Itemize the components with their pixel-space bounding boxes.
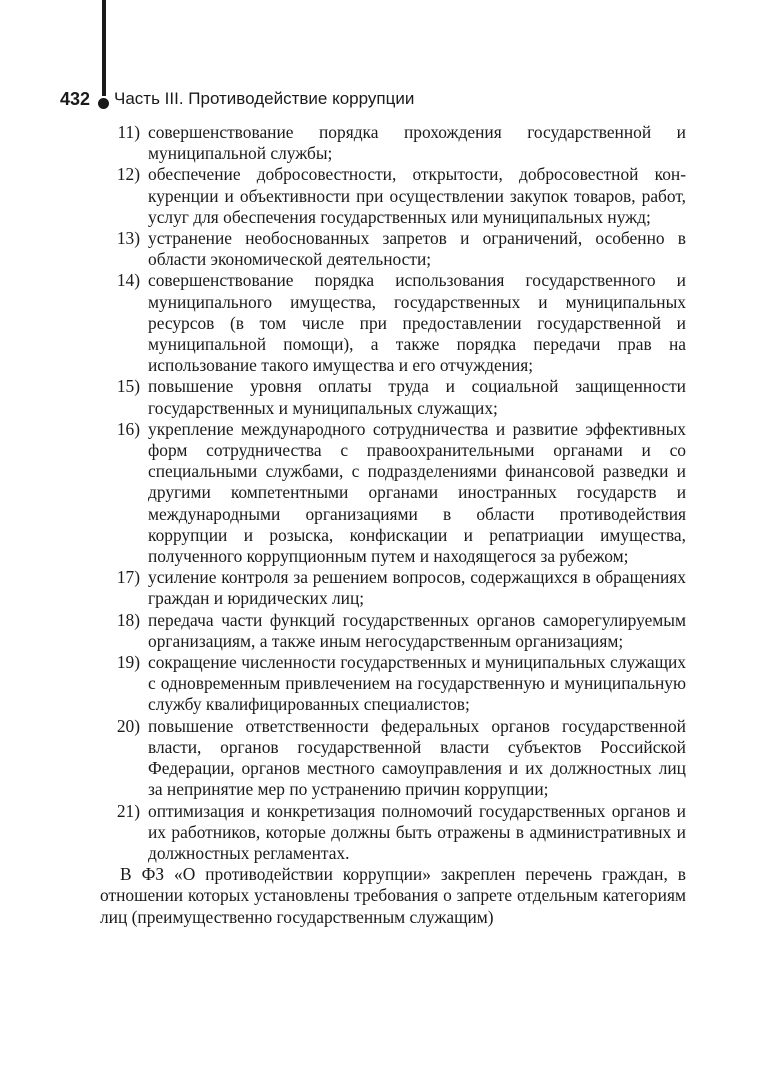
page-number: 432: [60, 89, 91, 109]
list-item-text: оптимизация и конкретизация полномочий государственных органов и их работников, которые должны быть отражены в административных и должностных регламентах.: [148, 800, 686, 863]
list-item-text: повышение ответственности федеральных органов государственной власти, органов государственной власти субъектов Российской Федерации, органов местного самоуправления и их должностных лиц за непринятие мер по устранению причин коррупции;: [148, 715, 686, 800]
list-item-text: усиление контроля за решением вопросов, содержащихся в обращениях граждан и юридических лиц;: [148, 567, 686, 609]
list-item-number: 15): [116, 376, 140, 397]
list-item-text: обеспечение добросовестности, открытости, добросовестной конкуренции и объективности при осуществлении закупок товаров, работ, услуг для обеспечения государственных или муниципальных нужд;: [148, 164, 686, 227]
list-item-number: 17): [116, 567, 140, 588]
list-item: [100, 610, 686, 652]
list-item: [100, 567, 686, 609]
margin-dot: [98, 98, 109, 109]
list-item-number: 14): [116, 270, 140, 291]
margin-rule: [102, 0, 106, 96]
list-item-text: сокращение численности государственных и муниципальных служащих с одновременным привлечением на государственную и муниципальную службу квалифицированных специалистов;: [148, 652, 686, 715]
list-item: [100, 164, 686, 228]
running-head: Часть III. Противодействие коррупции: [114, 89, 415, 108]
list-item-text: повышение уровня оплаты труда и социальной защищенности государственных и муниципальных служащих;: [148, 376, 686, 418]
list-item-number: 12): [116, 164, 140, 185]
body-paragraph: В ФЗ «О противодействии коррупции» закреплен перечень граждан, в отношении которых установлены требования о запрете отдельным категориям лиц (преимущественно государственным служащим): [100, 864, 686, 927]
list-item-number: 18): [116, 609, 140, 630]
list-item: [100, 122, 686, 164]
list-item-text: совершенствование порядка использования государственного и муниципального имущества, государственных и муниципальных ресурсов (в том числе при предоставлении государственной и муниципальной помощи), а также порядка передачи прав на использование такого имущества и его отчуждения;: [148, 270, 686, 376]
list-item: [100, 801, 686, 865]
list-item-number: 11): [117, 122, 140, 142]
list-item-number: 21): [116, 800, 140, 821]
list-item-text: передача части функций государственных органов саморегулируемым организациям, а также иным негосударственным организациям;: [148, 609, 686, 651]
page-content: [100, 122, 686, 928]
list-item-number: 13): [116, 228, 140, 249]
list-item-number: 19): [116, 652, 140, 673]
list-item-text: укрепление международного сотрудничества и развитие эффективных форм сотрудничества с правоохранительными органами и со специальными службами, с подразделениями финансовой разведки и другими компетентными органами иностранных государств и международными организациями в области противодействия коррупции и розыска, конфискации и репатриации имущества, полученного коррупционным путем и находящегося за рубежом;: [148, 418, 686, 567]
list-item-text: совершенствование порядка прохождения государственной и муниципальной службы;: [148, 122, 686, 164]
list-item-text: устранение необоснованных запретов и ограничений, особенно в области экономической деятельности;: [148, 228, 686, 270]
list-item-number: 20): [116, 715, 140, 736]
list-item: [100, 652, 686, 716]
list-item: [100, 376, 686, 418]
list-item: [100, 228, 686, 270]
list-item-number: 16): [116, 418, 140, 439]
list-item: [100, 270, 686, 376]
list-item: [100, 419, 686, 567]
list-item: [100, 716, 686, 801]
